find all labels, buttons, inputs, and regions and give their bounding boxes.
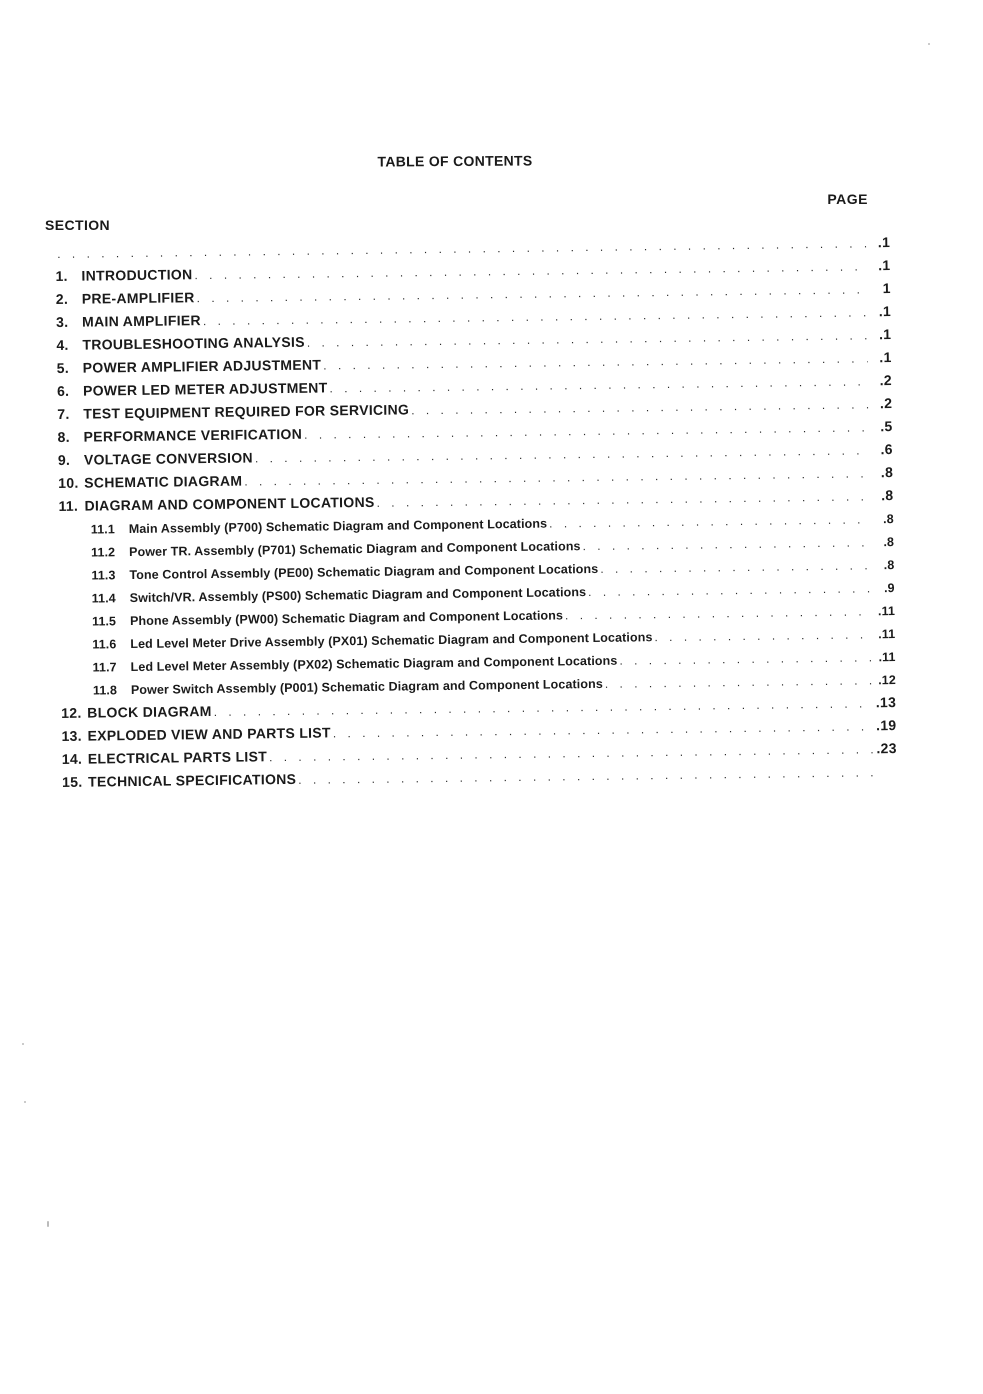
toc-entry-page: .11 xyxy=(878,650,896,665)
toc-entry-page: .13 xyxy=(875,694,897,711)
toc-entry-label: TEST EQUIPMENT REQUIRED FOR SERVICING xyxy=(83,401,410,422)
dot-leader xyxy=(654,627,871,644)
toc-entry-number: 9. xyxy=(57,451,71,468)
toc-entry-number: 3. xyxy=(55,313,69,330)
toc-entry-page: .9 xyxy=(883,581,895,596)
toc-entry-number: 13. xyxy=(61,727,82,744)
toc-entry-label: SCHEMATIC DIAGRAM xyxy=(84,472,243,491)
toc-entry-page: 1 xyxy=(882,280,891,297)
toc-entry-label: VOLTAGE CONVERSION xyxy=(83,449,254,468)
page-column-header: PAGE xyxy=(827,191,868,207)
toc-entry-number: 8. xyxy=(57,428,70,445)
toc-stray-page: .1 xyxy=(877,234,891,251)
toc-entry-label: Led Level Meter Drive Assembly (PX01) Schematic Diagram and Component Locations xyxy=(130,630,653,652)
toc-entry-label: Led Level Meter Assembly (PX02) Schematic Diagram and Component Locations xyxy=(130,653,618,675)
toc-title: TABLE OF CONTENTS xyxy=(377,152,533,170)
toc-entry-number: 11.4 xyxy=(91,591,116,606)
toc-entry-number: 6. xyxy=(56,382,70,399)
toc-entry-page: .8 xyxy=(883,535,895,550)
toc-entry-label: Phone Assembly (PW00) Schematic Diagram and Component Locations xyxy=(129,608,564,629)
toc-entry-number: 11.3 xyxy=(91,568,116,583)
toc-entry-page: .8 xyxy=(883,558,895,573)
toc-entry-number: 11.6 xyxy=(92,637,117,652)
toc-entry-page: .2 xyxy=(879,372,893,389)
toc-entry-label: EXPLODED VIEW AND PARTS LIST xyxy=(87,724,331,744)
toc-entry-number: 1. xyxy=(55,267,68,284)
toc-entry-page: .1 xyxy=(879,349,892,366)
toc-entry-label: MAIN AMPLIFIER xyxy=(81,312,201,330)
toc-entry-label: POWER AMPLIFIER ADJUSTMENT xyxy=(82,356,322,376)
scan-speck xyxy=(928,43,930,45)
scan-speck xyxy=(24,1101,26,1103)
toc-entry-page: .1 xyxy=(878,257,891,274)
toc-entry-label: Tone Control Assembly (PE00) Schematic Diagram and Component Locations xyxy=(129,561,599,583)
toc-entry-label: BLOCK DIAGRAM xyxy=(87,702,212,721)
toc-entries xyxy=(55,250,897,790)
toc-entry-page: .23 xyxy=(876,740,897,757)
toc-entry-page: .1 xyxy=(878,326,892,343)
toc-entry-page: .2 xyxy=(879,395,893,412)
toc-entry-page: .5 xyxy=(880,418,893,435)
toc-entry-number: 10. xyxy=(58,474,79,491)
toc-entry-number: 12. xyxy=(61,704,82,721)
toc-entry-page: .8 xyxy=(883,512,894,527)
toc-entry-label: PRE-AMPLIFIER xyxy=(81,289,195,307)
toc-entry-label: Power TR. Assembly (P701) Schematic Diagram and Component Locations xyxy=(129,539,581,560)
scan-speck xyxy=(47,1221,49,1227)
toc-entry-label: Power Switch Assembly (P001) Schematic Diagram and Component Locations xyxy=(130,676,603,698)
toc-entry-label: ELECTRICAL PARTS LIST xyxy=(87,748,268,767)
toc-entry-number: 15. xyxy=(62,773,83,790)
toc-entry-page: .11 xyxy=(878,627,896,642)
toc-entry-number: 11.2 xyxy=(91,545,116,560)
toc-entry-label: Main Assembly (P700) Schematic Diagram and Component Locations xyxy=(128,516,548,537)
toc-entry-number: 14. xyxy=(61,750,83,767)
toc-entry-page: .19 xyxy=(875,717,897,734)
toc-entry-page: .6 xyxy=(880,441,893,458)
toc-entry-number: 5. xyxy=(56,359,70,376)
toc-entry-number: 11.5 xyxy=(91,614,117,629)
toc-entry-label: INTRODUCTION xyxy=(81,266,193,284)
dot-leader xyxy=(298,765,873,787)
toc-entry-page: .12 xyxy=(878,673,896,688)
toc-entry-number: 2. xyxy=(55,290,69,307)
toc-entry-page: .8 xyxy=(880,464,894,481)
toc-entry-label: TROUBLESHOOTING ANALYSIS xyxy=(82,333,305,353)
toc-entry-page: .1 xyxy=(878,303,892,320)
toc-entry-page: .11 xyxy=(877,604,896,619)
toc-entry-label: PERFORMANCE VERIFICATION xyxy=(83,425,303,445)
toc-entry-label: Switch/VR. Assembly (PS00) Schematic Diagram and Component Locations xyxy=(129,585,587,606)
toc-list xyxy=(55,227,897,790)
toc-entry-number: 7. xyxy=(57,405,70,422)
toc-entry-number: 11.8 xyxy=(92,683,118,698)
toc-entry-number: 11.7 xyxy=(92,660,117,675)
toc-entry-label: TECHNICAL SPECIFICATIONS xyxy=(88,770,297,790)
scan-speck xyxy=(22,1043,24,1045)
toc-entry-label: DIAGRAM AND COMPONENT LOCATIONS xyxy=(84,493,375,514)
toc-entry-label: POWER LED METER ADJUSTMENT xyxy=(82,379,328,399)
toc-entry-number: 11.1 xyxy=(90,522,115,537)
toc-entry-page: .8 xyxy=(881,487,894,504)
toc-entry-number: 11. xyxy=(58,497,79,514)
section-column-header: SECTION xyxy=(45,217,111,233)
toc-entry-number: 4. xyxy=(56,336,69,353)
